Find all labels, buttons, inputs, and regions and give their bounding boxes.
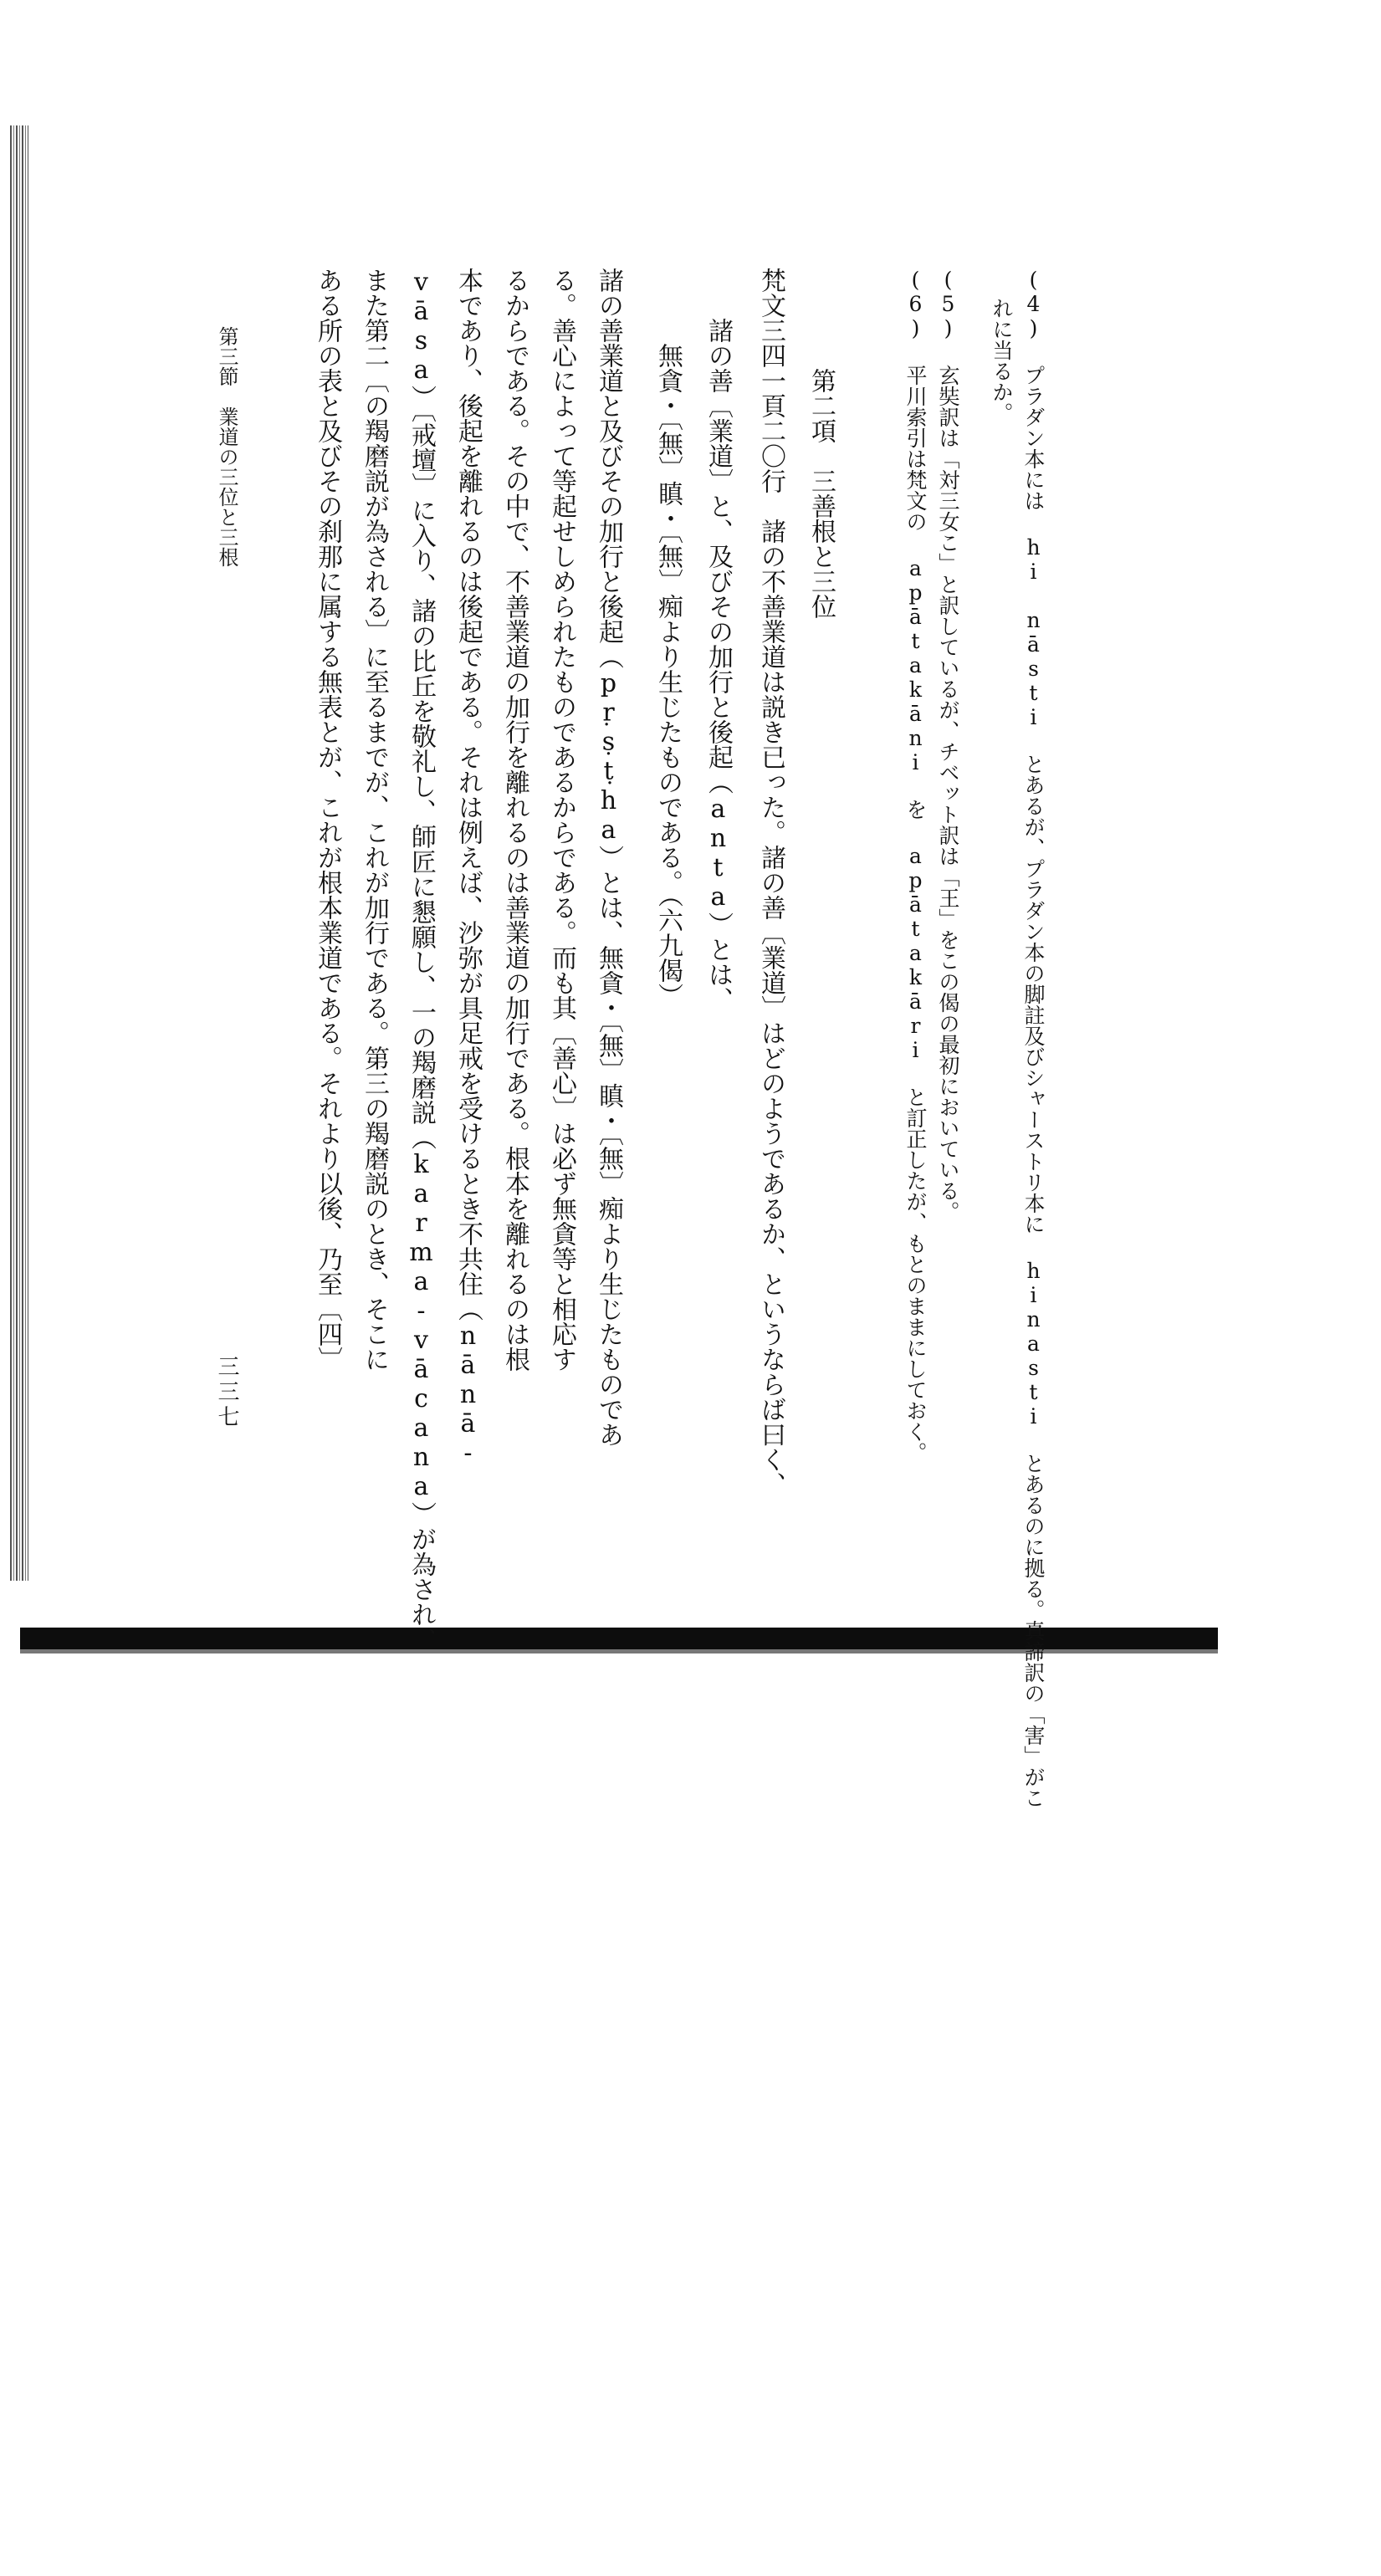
footnote-6 (901, 268, 929, 1489)
scan-edge-left (10, 125, 28, 1581)
footnote-5 (933, 268, 962, 1489)
body-line: る。善心によって等起せしめられたものであるからである。而も其〔善心〕は必ず無貪等と相応す (547, 268, 576, 1372)
document-page (176, 268, 1054, 1808)
section-heading: 第二項 三善根と三位 (806, 368, 836, 619)
body-line: 諸の善業道と及びその加行と後起（pṛṣṭha）とは、無貪・〔無〕瞋・〔無〕痴より生じたものであ (594, 268, 623, 1447)
body-line: vāsa）〔戒壇〕に入り、諸の比丘を敬礼し、師匠に懇願し、一の羯磨説（karma-vācana）が為され、 (407, 268, 436, 1652)
footnote-4-line-2 (987, 268, 1015, 1519)
running-footer: 第三節 業道の三位と三根 (215, 326, 238, 567)
body-line: 本であり、後起を離れるのは後起である。それは例えば、沙弥が具足戒を受けるとき不共住（nānā- (453, 268, 483, 1468)
footnote-6-text: 平川索引は梵文の apātakāni を apātakāri と訂正したが、もとのままにしておく。 (903, 365, 928, 1463)
footnote-5-marker: (5) (936, 268, 960, 340)
footnote-4-text-a: プラダン本には hi nāsti とあるが、プラダン本の脚註及びシャーストリ本に hinasti とあるのに拠る。真諦訳の「害」がこ (1021, 365, 1046, 1808)
verse-line: 諸の善〔業道〕と、及びその加行と後起（anta）とは、 (703, 318, 733, 1012)
page-number: 三三七 (214, 1355, 239, 1430)
body-line: 梵文三四一頁二〇行 諸の不善業道は説き已った。諸の善〔業道〕はどのようであるか、というならば曰く、 (756, 268, 785, 1497)
footnote-5-text: 玄奘訳は「対三女こ」と訳しているが、チベット訳は「王」をこの偈の最初においている。 (936, 365, 960, 1222)
body-line: また第二〔の羯磨説が為される〕に至るまでが、これが加行である。第三の羯磨説のとき、そこに (360, 268, 389, 1372)
body-line: るからである。その中で、不善業道の加行を離れるのは善業道の加行である。根本を離れるのは根 (500, 268, 529, 1372)
footnote-4-marker: (4) (1021, 268, 1046, 340)
verse-line: 無貪・〔無〕瞋・〔無〕痴より生じたものである。（六九偈） (653, 343, 683, 1008)
footnote-4-line-1 (1019, 268, 1047, 1808)
footnote-4-text-b: れに当るか。 (990, 298, 1014, 423)
body-line: ある所の表と及びその刹那に属する無表とが、これが根本業道である。それより以後、乃至〔四〕 (313, 268, 342, 1372)
footnote-6-marker: (6) (903, 268, 928, 340)
